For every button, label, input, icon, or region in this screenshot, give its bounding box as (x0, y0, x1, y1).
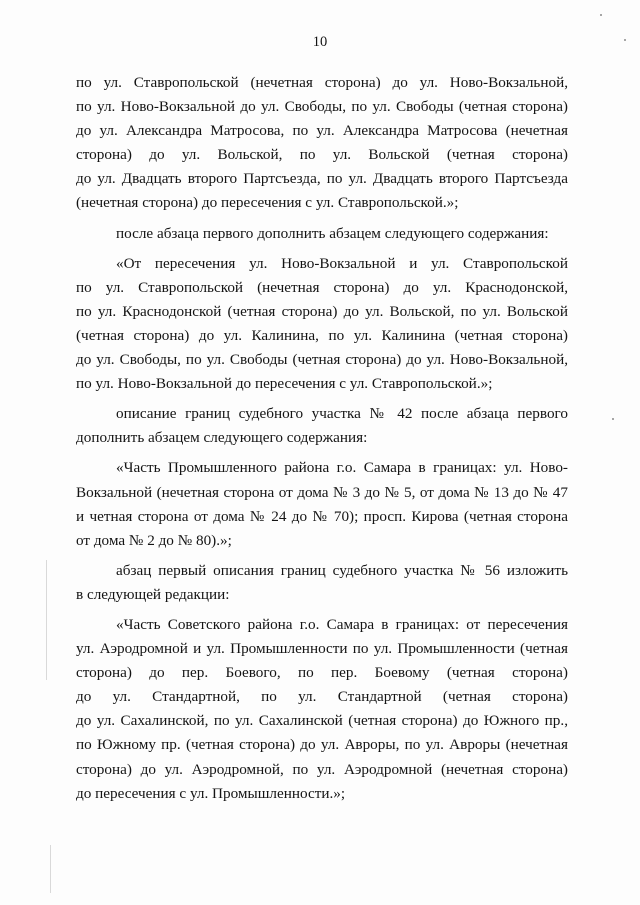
text-line: по ул. Ставропольской (нечетная сторона) до ул. Краснодонской, (76, 278, 568, 296)
text-line: сторона) до ул. Аэродромной, по ул. Аэродромной (нечетная сторона) (76, 760, 568, 778)
paragraph (76, 402, 568, 450)
page-number: 10 (312, 34, 328, 50)
text-line: до ул. Сахалинской, по ул. Сахалинской (четная сторона) до Южного пр., (76, 712, 568, 730)
scan-speck (624, 39, 626, 41)
scan-edge-line (50, 845, 51, 893)
text-line: до ул. Стандартной, по ул. Стандартной (четная сторона) (76, 688, 568, 706)
paragraph (76, 252, 568, 397)
text-line: в следующей редакции: (76, 585, 230, 603)
text-line: «Часть Советского района г.о. Самара в границах: от пересечения (116, 615, 568, 633)
text-line: «Часть Промышленного района г.о. Самара в границах: ул. Ново- (116, 459, 568, 477)
paragraph (76, 613, 568, 806)
paragraph (76, 559, 568, 607)
text-line: от дома № 2 до № 80).»; (76, 531, 232, 549)
paragraph (76, 222, 568, 246)
text-line: дополнить абзацем следующего содержания: (76, 429, 368, 447)
text-line: по ул. Ново-Вокзальной до пересечения с ул. Ставропольской.»; (76, 375, 493, 393)
paragraph (76, 456, 568, 552)
text-line: до ул. Свободы, по ул. Свободы (четная сторона) до ул. Ново-Вокзальной, (76, 351, 568, 369)
text-line: описание границ судебного участка № 42 после абзаца первого (116, 405, 568, 423)
paragraph (76, 71, 568, 216)
text-line: и четная сторона от дома № 24 до № 70); просп. Кирова (четная сторона (76, 507, 568, 525)
text-line: по Южному пр. (четная сторона) до ул. Авроры, по ул. Авроры (нечетная (76, 736, 568, 754)
scan-edge-line (46, 560, 47, 680)
text-line: Вокзальной (нечетная сторона от дома № 3 до № 5, от дома № 13 до № 47 (76, 483, 568, 501)
scan-speck (612, 418, 614, 420)
text-line: сторона) до ул. Вольской, по ул. Вольской (четная сторона) (76, 146, 568, 164)
text-line: до ул. Двадцать второго Партсъезда, по ул. Двадцать второго Партсъезда (76, 170, 568, 188)
text-line: по ул. Ставропольской (нечетная сторона) до ул. Ново-Вокзальной, (76, 74, 568, 91)
text-line: до ул. Александра Матросова, по ул. Александра Матросова (нечетная (76, 122, 568, 140)
text-line: (четная сторона) до ул. Калинина, по ул. Калинина (четная сторона) (76, 326, 568, 344)
text-line: ул. Аэродромной и ул. Промышленности по ул. Промышленности (четная (76, 640, 568, 658)
document-body (76, 71, 568, 806)
text-line: «От пересечения ул. Ново-Вокзальной и ул. Ставропольской (116, 254, 568, 272)
text-line: после абзаца первого дополнить абзацем следующего содержания: (116, 224, 549, 242)
text-line: абзац первый описания границ судебного участка № 56 изложить (116, 561, 568, 579)
text-line: по ул. Ново-Вокзальной до ул. Свободы, по ул. Свободы (четная сторона) (76, 98, 568, 116)
text-line: сторона) до пер. Боевого, по пер. Боевому (четная сторона) (76, 664, 568, 682)
text-line: до пересечения с ул. Промышленности.»; (76, 784, 346, 802)
text-line: по ул. Краснодонской (четная сторона) до ул. Вольской, по ул. Вольской (76, 302, 568, 320)
scan-speck (600, 14, 602, 16)
text-line: (нечетная сторона) до пересечения с ул. Ставропольской.»; (76, 194, 459, 212)
